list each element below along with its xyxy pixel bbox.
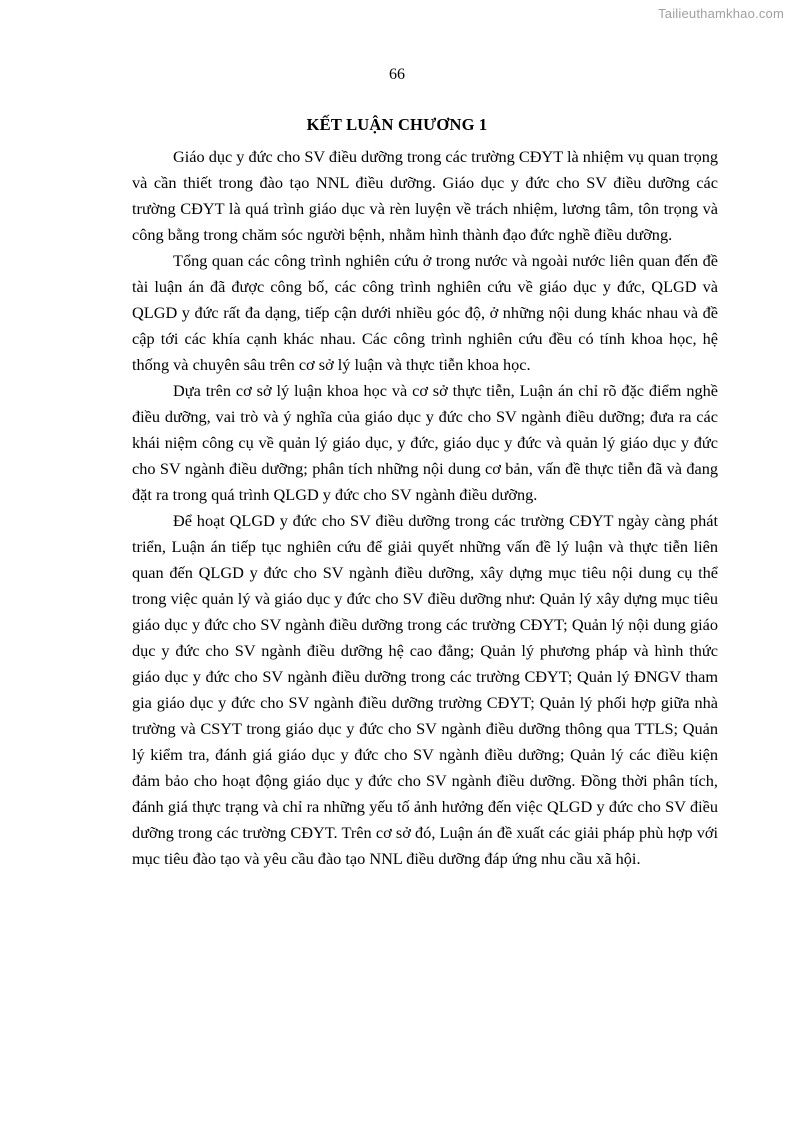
watermark-text: Tailieuthamkhao.com	[658, 6, 784, 21]
document-body	[132, 144, 718, 872]
page-number: 66	[389, 66, 405, 83]
paragraph-1: Giáo dục y đức cho SV điều dưỡng trong các trường CĐYT là nhiệm vụ quan trọng và cần thiết trong đào tạo NNL điều dưỡng. Giáo dục y đức cho SV điều dưỡng các trường CĐYT là quá trình giáo dục và rèn luyện về trách nhiệm, lương tâm, tôn trọng và công bằng trong chăm sóc người bệnh, nhằm hình thành đạo đức nghề điều dưỡng.	[132, 147, 719, 244]
paragraph-2: Tổng quan các công trình nghiên cứu ở trong nước và ngoài nước liên quan đến đề tài luận án đã được công bố, các công trình nghiên cứu về giáo dục y đức, QLGD và QLGD y đức rất đa dạng, tiếp cận dưới nhiều góc độ, ở những nội dung khác nhau và đề cập tới các khía cạnh khác nhau. Các công trình nghiên cứu đều có tính khoa học, hệ thống và chuyên sâu trên cơ sở lý luận và thực tiễn khoa học.	[132, 251, 718, 374]
chapter-title: KẾT LUẬN CHƯƠNG 1	[306, 115, 488, 134]
paragraph-3: Dựa trên cơ sở lý luận khoa học và cơ sở thực tiễn, Luận án chỉ rõ đặc điểm nghề điều dưỡng, vai trò và ý nghĩa của giáo dục y đức cho SV ngành điều dưỡng; đưa ra các khái niệm công cụ về quản lý giáo dục, y đức, giáo dục y đức và quản lý giáo dục y đức cho SV ngành điều dưỡng; phân tích những nội dung cơ bản, vấn đề thực tiễn đã và đang đặt ra trong quá trình QLGD y đức cho SV ngành điều dưỡng.	[132, 381, 718, 504]
paragraph-4: Để hoạt QLGD y đức cho SV điều dưỡng trong các trường CĐYT ngày càng phát triển, Luận án tiếp tục nghiên cứu để giải quyết những vấn đề lý luận và thực tiễn liên quan đến QLGD y đức cho SV ngành điều dưỡng, xây dựng mục tiêu nội dung cụ thể trong việc quản lý và giáo dục y đức cho SV điều dưỡng như: Quản lý xây dựng mục tiêu giáo dục y đức cho SV ngành điều dưỡng trong các trường CĐYT; Quản lý nội dung giáo dục y đức cho SV ngành điều dưỡng hệ cao đẳng; Quản lý phương pháp và hình thức giáo dục y đức cho SV ngành điều dưỡng trong các trường CĐYT; Quản lý ĐNGV tham gia giáo dục y đức cho SV ngành điều dưỡng trường CĐYT; Quản lý phối hợp giữa nhà trường và CSYT trong giáo dục y đức cho SV ngành điều dưỡng thông qua TTLS; Quản lý kiểm tra, đánh giá giáo dục y đức cho SV ngành điều dưỡng; Quản lý các điều kiện đảm bảo cho hoạt động giáo dục y đức cho SV ngành điều dưỡng. Đồng thời phân tích, đánh giá thực trạng và chỉ ra những yếu tố ảnh hưởng đến việc QLGD y đức cho SV điều dưỡng trong các trường CĐYT. Trên cơ sở đó, Luận án đề xuất các giải pháp phù hợp với mục tiêu đào tạo và yêu cầu đào tạo NNL điều dưỡng đáp ứng nhu cầu xã hội.	[132, 511, 718, 868]
